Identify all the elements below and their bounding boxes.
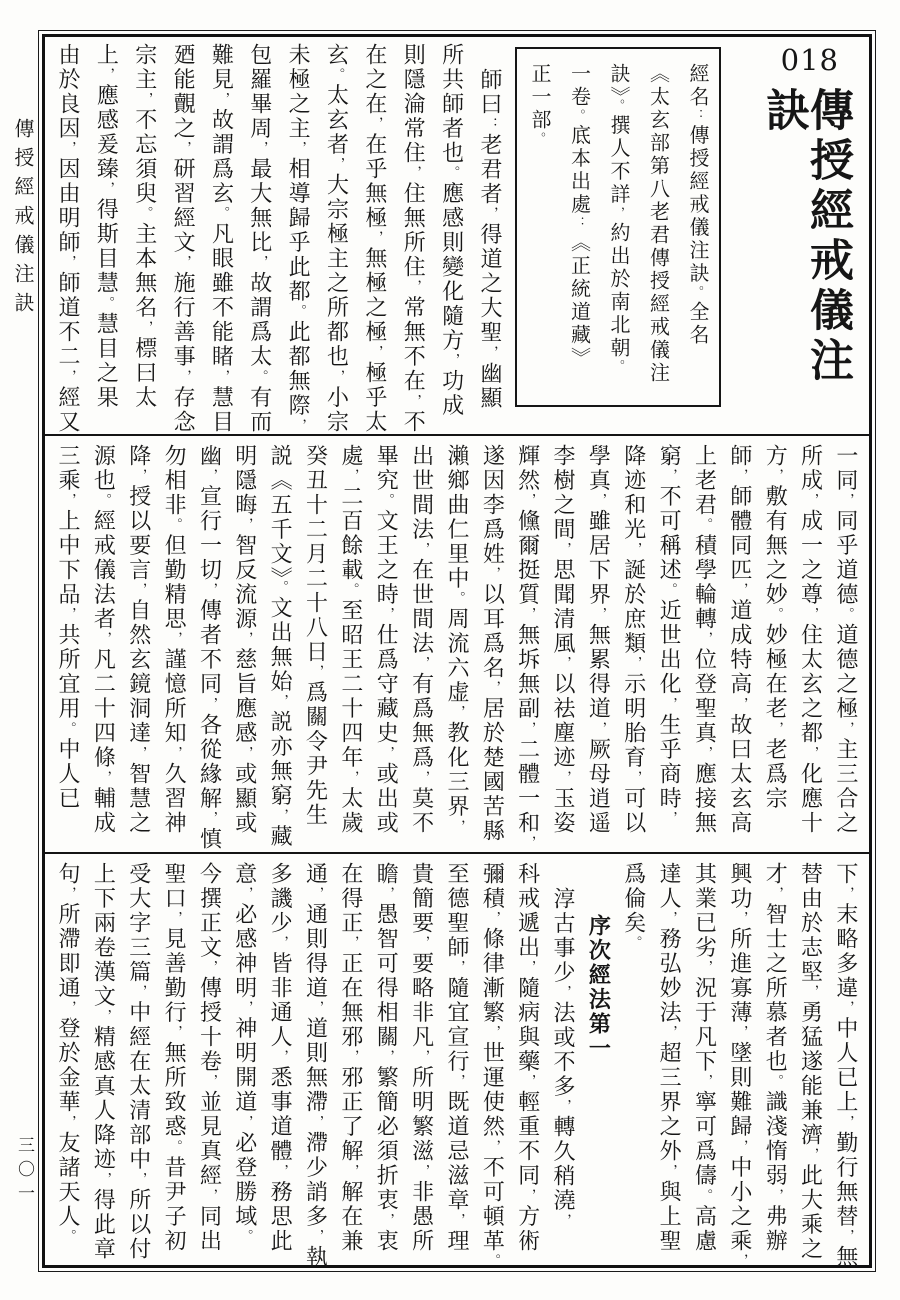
text-column: 出世間法，在世間法，有爲無爲，莫不 bbox=[409, 444, 435, 836]
punctuation: ， bbox=[520, 1188, 536, 1205]
punctuation: 。 bbox=[662, 583, 678, 600]
punctuation: ， bbox=[556, 542, 572, 559]
text-column: 上下兩卷漢文，精感真人降迹，得此章 bbox=[91, 861, 117, 1262]
punctuation: ， bbox=[520, 721, 536, 738]
punctuation: 。 bbox=[532, 132, 546, 148]
punctuation: ， bbox=[406, 165, 422, 182]
punctuation: ， bbox=[626, 656, 642, 673]
punctuation: ， bbox=[379, 1212, 395, 1229]
punctuation: ， bbox=[626, 542, 642, 559]
punctuation: ， bbox=[343, 935, 359, 952]
text-column: 其業已劣，況于凡下，寧可爲儔。高慮 bbox=[692, 861, 718, 1254]
text-column: 處，二百餘載。至昭王二十四年，太歲 bbox=[338, 444, 364, 836]
punctuation: ， bbox=[732, 468, 748, 486]
punctuation: ， bbox=[343, 1163, 359, 1180]
punctuation: ： bbox=[482, 117, 498, 134]
text-band-bottom bbox=[45, 852, 869, 1270]
punctuation: ， bbox=[273, 1049, 289, 1066]
punctuation: ， bbox=[520, 835, 536, 852]
punctuation: ， bbox=[329, 369, 345, 386]
punctuation: 。 bbox=[167, 1139, 183, 1156]
colophon-box-wrap bbox=[515, 43, 721, 434]
punctuation: ， bbox=[520, 493, 536, 510]
punctuation: ， bbox=[176, 369, 192, 386]
punctuation: ， bbox=[202, 959, 218, 977]
text-column: 淳古事少，法或不多，轉久稍澆， bbox=[551, 886, 577, 1230]
text-column: 今撰正文，傳授十卷，並見真經，同出 bbox=[197, 861, 223, 1254]
punctuation: ， bbox=[662, 468, 678, 486]
punctuation: ， bbox=[176, 141, 192, 158]
punctuation: 。 bbox=[697, 1188, 713, 1205]
text-column: 畢究。文王之時，仕爲守藏史，或出或 bbox=[374, 444, 400, 836]
punctuation: ， bbox=[697, 632, 713, 649]
text-column: 意，必感神明，神明開道，必登勝域。 bbox=[232, 861, 258, 1246]
text-column: 明隱晦，智反流源，慈旨應感，或顯或 bbox=[232, 444, 258, 836]
text-column: 聖口，見善勤行，無所致惑。昔尹子初 bbox=[162, 861, 188, 1254]
punctuation: ， bbox=[61, 141, 76, 158]
text-column: 一卷。底本出處：《正統道藏》 bbox=[567, 63, 590, 370]
text-column: 玄。太玄者，大宗極主之所都也，小宗 bbox=[324, 43, 350, 435]
text-column: 方，敷有無之妙。妙極在老，老爲宗 bbox=[763, 444, 789, 812]
punctuation: ， bbox=[414, 770, 430, 787]
punctuation: ， bbox=[343, 1049, 359, 1066]
punctuation: ， bbox=[482, 206, 498, 223]
text-column: 《太玄部第八老君傳授經戒儀注 bbox=[646, 63, 669, 385]
text-column: 通，通則得道，道則無滯，滯少誚多，執 bbox=[303, 861, 329, 1270]
punctuation: ， bbox=[367, 230, 383, 247]
punctuation: ， bbox=[96, 632, 112, 649]
punctuation: ， bbox=[61, 369, 76, 386]
text-column: 降迹和光，誕於庶類，示明胎育，可以 bbox=[621, 444, 647, 836]
text-band-middle bbox=[45, 434, 869, 852]
punctuation: ， bbox=[768, 1188, 784, 1205]
punctuation: ， bbox=[202, 468, 218, 486]
text-column: 一同，同乎道德。道德之極，主三合之 bbox=[833, 444, 859, 836]
punctuation: ， bbox=[406, 279, 422, 296]
punctuation: ， bbox=[343, 468, 359, 486]
punctuation: ， bbox=[237, 1000, 253, 1017]
punctuation: ， bbox=[662, 811, 678, 828]
punctuation: 。 bbox=[697, 517, 713, 535]
text-column: 訣》。撰人不詳，約出於南北朝。 bbox=[607, 63, 629, 376]
punctuation: ， bbox=[214, 92, 230, 109]
text-column: 癸丑十二月二十八日，爲關令尹先生 bbox=[303, 444, 329, 829]
punctuation: ， bbox=[482, 345, 498, 362]
punctuation: 。 bbox=[626, 935, 642, 952]
punctuation: ， bbox=[768, 886, 784, 903]
punctuation: ， bbox=[662, 910, 678, 928]
punctuation: 。 bbox=[343, 583, 359, 600]
text-column: 上，應感爰臻，得斯目慧。慧目之果 bbox=[94, 43, 120, 410]
punctuation: 。 bbox=[449, 591, 465, 608]
section-heading: 序次經法第一 bbox=[586, 913, 612, 1061]
punctuation: ， bbox=[662, 697, 678, 714]
punctuation: ， bbox=[732, 1253, 748, 1270]
volume-number: 018 bbox=[780, 43, 839, 77]
punctuation: ， bbox=[167, 632, 183, 649]
punctuation: ， bbox=[591, 607, 607, 624]
punctuation: 。 bbox=[96, 493, 112, 510]
punctuation: ， bbox=[167, 1025, 183, 1042]
text-column: 達人，務弘妙法，超三界之外，與上聖 bbox=[657, 861, 683, 1254]
punctuation: ， bbox=[379, 607, 395, 624]
punctuation: ， bbox=[591, 493, 607, 510]
punctuation: ， bbox=[379, 1049, 395, 1066]
punctuation: ， bbox=[662, 1163, 678, 1180]
text-column: 所成，成一之尊，住太玄之都，化應十 bbox=[798, 444, 824, 836]
punctuation: ， bbox=[99, 67, 115, 84]
text-column: 多譏少，皆非通人，悉事道體，務思此 bbox=[268, 861, 294, 1254]
punctuation: ， bbox=[131, 583, 147, 600]
punctuation: ， bbox=[61, 607, 76, 624]
text-column: 替由於志堅，勇猛遂能兼濟，此大乘之 bbox=[798, 861, 824, 1262]
punctuation: ， bbox=[626, 770, 642, 787]
punctuation: 。 bbox=[571, 109, 586, 125]
colophon-box bbox=[515, 47, 721, 407]
punctuation: ， bbox=[838, 1228, 854, 1246]
punctuation: 。 bbox=[768, 1074, 784, 1091]
punctuation: ， bbox=[449, 705, 465, 722]
punctuation: ， bbox=[803, 607, 819, 624]
punctuation: ， bbox=[444, 353, 460, 370]
punctuation: ， bbox=[202, 1074, 218, 1091]
punctuation: ， bbox=[485, 1025, 501, 1042]
punctuation: ， bbox=[485, 566, 501, 584]
punctuation: ， bbox=[732, 1139, 748, 1156]
punctuation: ， bbox=[131, 984, 147, 1001]
text-column: 難見，故謂爲玄。凡眼雖不能睹，慧目 bbox=[209, 43, 235, 435]
text-column: 經名：傳授經戒儀注訣。全名 bbox=[686, 63, 708, 347]
punctuation: ， bbox=[273, 935, 289, 952]
text-column: 三乘，上中下品，共所宜用。中人已 bbox=[56, 444, 81, 812]
punctuation: ， bbox=[308, 664, 324, 682]
punctuation: ， bbox=[662, 1025, 678, 1042]
text-columns-top bbox=[53, 43, 515, 434]
punctuation: ， bbox=[803, 1147, 819, 1164]
text-column: 未極之主，相導歸乎此都。此都無際， bbox=[286, 43, 312, 435]
punctuation: ， bbox=[367, 116, 383, 133]
text-column: 受大字三篇，中經在太清部中，所以付 bbox=[126, 861, 152, 1262]
text-column: 才，智士之所慕者也。識淺惰弱，弗辦 bbox=[763, 861, 789, 1254]
punctuation: ， bbox=[273, 694, 289, 711]
punctuation: ， bbox=[329, 157, 345, 174]
punctuation: 。 bbox=[838, 607, 854, 624]
punctuation: ， bbox=[838, 493, 854, 510]
running-title: 傳授經戒儀注訣 bbox=[11, 118, 33, 321]
punctuation: ， bbox=[167, 746, 183, 763]
punctuation: ， bbox=[803, 493, 819, 510]
punctuation: ， bbox=[697, 1074, 713, 1091]
text-column: 瞻，愚智可得相關，繁簡必須折衷，衷 bbox=[374, 861, 400, 1254]
punctuation: ， bbox=[176, 255, 192, 272]
punctuation: ， bbox=[202, 811, 218, 828]
text-column: 宗主，不忘須臾。主本無名，標曰太 bbox=[132, 43, 158, 410]
punctuation: ， bbox=[732, 697, 748, 714]
punctuation: ， bbox=[308, 1000, 324, 1017]
punctuation: 。 bbox=[329, 67, 345, 84]
punctuation: ， bbox=[556, 1099, 572, 1116]
punctuation: ， bbox=[768, 721, 784, 738]
text-column: 幽，宣行一切，傳者不同，各從緣解，慎 bbox=[197, 444, 223, 852]
punctuation: ， bbox=[308, 1114, 324, 1131]
punctuation: ， bbox=[291, 141, 307, 158]
punctuation: 。 bbox=[167, 517, 183, 535]
punctuation: 。 bbox=[273, 580, 289, 597]
punctuation: ， bbox=[61, 886, 76, 903]
page-title: 傳授經戒儀注訣 bbox=[759, 87, 852, 387]
text-column: 降，授以要言，自然玄鏡洞達，智慧之 bbox=[126, 444, 152, 836]
punctuation: ， bbox=[252, 141, 268, 158]
text-column: 包羅畢周，最大無比，故謂爲太。有而 bbox=[247, 43, 273, 435]
punctuation: ， bbox=[697, 746, 713, 763]
punctuation: ， bbox=[591, 721, 607, 738]
page-frame-inner bbox=[42, 34, 872, 1268]
text-column: 正一部。 bbox=[528, 63, 550, 148]
punctuation: ： bbox=[571, 216, 586, 232]
punctuation: ， bbox=[803, 984, 819, 1001]
punctuation: ， bbox=[768, 468, 784, 486]
punctuation: 。 bbox=[137, 206, 153, 223]
punctuation: ， bbox=[367, 344, 383, 361]
punctuation: ， bbox=[556, 656, 572, 673]
text-column: 下，末略多違，中人已上，勤行無替，無 bbox=[833, 861, 859, 1270]
punctuation: 。 bbox=[61, 721, 76, 738]
punctuation: 。 bbox=[485, 1253, 501, 1270]
punctuation: ， bbox=[838, 1114, 854, 1131]
punctuation: ： bbox=[690, 109, 704, 125]
text-column: 科戒遞出，隨病與藥，輕重不同，方術 bbox=[515, 861, 541, 1254]
punctuation: ， bbox=[556, 984, 572, 1002]
punctuation: 。 bbox=[214, 206, 230, 223]
text-column: 師曰：老君者，得道之大聖，幽顯 bbox=[477, 68, 503, 411]
punctuation: ， bbox=[273, 1163, 289, 1180]
punctuation: 。 bbox=[611, 99, 625, 115]
punctuation: ， bbox=[237, 632, 253, 649]
punctuation: ， bbox=[611, 206, 625, 222]
punctuation: ， bbox=[273, 808, 289, 825]
punctuation: ， bbox=[379, 746, 395, 763]
punctuation: ， bbox=[61, 1114, 76, 1131]
punctuation: ， bbox=[96, 1172, 112, 1189]
punctuation: ， bbox=[414, 935, 430, 952]
punctuation: ， bbox=[838, 1000, 854, 1017]
text-column: 學真，雖居下界，無累得道，厥母逍遥 bbox=[586, 444, 612, 836]
text-column: 興功，所進寡薄，墜則難歸，中小之乘， bbox=[727, 861, 753, 1270]
text-column: 輝然，儵爾挺質，無坼無副，二體一和， bbox=[515, 444, 541, 852]
punctuation: ， bbox=[61, 255, 76, 272]
punctuation: ， bbox=[237, 746, 253, 763]
punctuation: ， bbox=[137, 92, 153, 109]
punctuation: ， bbox=[697, 959, 713, 977]
punctuation: ， bbox=[732, 583, 748, 600]
punctuation: ， bbox=[449, 1074, 465, 1091]
punctuation: ， bbox=[291, 418, 307, 435]
punctuation: 。 bbox=[237, 1228, 253, 1246]
punctuation: ， bbox=[237, 886, 253, 903]
punctuation: ， bbox=[485, 1139, 501, 1156]
text-column: 遂因李爲姓，以耳爲名，居於楚國苦縣 bbox=[480, 444, 506, 845]
title-block bbox=[721, 43, 863, 434]
punctuation: 。 bbox=[61, 1228, 76, 1246]
punctuation: ， bbox=[556, 1213, 572, 1230]
punctuation: ， bbox=[96, 1008, 112, 1026]
punctuation: ， bbox=[167, 910, 183, 928]
punctuation: ， bbox=[732, 910, 748, 928]
punctuation: ， bbox=[202, 697, 218, 714]
punctuation: ， bbox=[414, 1163, 430, 1180]
text-column: 至德聖師，隨宜宣行，既道忌滋章，理 bbox=[444, 861, 470, 1254]
punctuation: ， bbox=[406, 393, 422, 410]
punctuation: ， bbox=[343, 770, 359, 787]
punctuation: ， bbox=[556, 770, 572, 787]
punctuation: 。 bbox=[768, 607, 784, 624]
punctuation: 。 bbox=[252, 369, 268, 386]
punctuation: ， bbox=[96, 770, 112, 787]
punctuation: 。 bbox=[291, 304, 307, 321]
text-column: 由於良因，因由明師，師道不二，經又 bbox=[56, 43, 81, 435]
text-column: 在得正，正在無邪，邪正了解，解在兼 bbox=[338, 861, 364, 1254]
text-column: 師，師體同匹，道成特高，故曰太玄高 bbox=[727, 444, 753, 836]
punctuation: ， bbox=[485, 910, 501, 928]
punctuation: ， bbox=[99, 181, 115, 198]
punctuation: ， bbox=[414, 656, 430, 673]
text-band-top bbox=[45, 37, 869, 434]
punctuation: ， bbox=[61, 493, 76, 510]
punctuation: ， bbox=[449, 1212, 465, 1229]
punctuation: ， bbox=[131, 468, 147, 486]
text-column: 源也。經戒儀法者，凡二十四條，輔成 bbox=[91, 444, 117, 836]
punctuation: ， bbox=[838, 721, 854, 738]
page-frame bbox=[38, 30, 876, 1272]
text-column: 説《五千文》。文出無始，説亦無窮，藏 bbox=[268, 444, 294, 850]
page-number: 三〇一 bbox=[15, 1136, 34, 1208]
punctuation: ， bbox=[202, 1188, 218, 1205]
text-column: 爲倫矣。 bbox=[621, 861, 647, 952]
punctuation: ， bbox=[485, 681, 501, 698]
text-column: 李樹之間，思聞清風，以祛塵迹，玉姿 bbox=[551, 444, 577, 836]
punctuation: ， bbox=[237, 1114, 253, 1131]
punctuation: ， bbox=[308, 1228, 324, 1246]
text-column: 句，所滯即通，登於金華，友諸天人。 bbox=[56, 861, 81, 1246]
punctuation: ， bbox=[838, 886, 854, 903]
text-column: 在之在，在乎無極，無極之極，極乎太 bbox=[362, 43, 388, 435]
punctuation: ， bbox=[520, 1074, 536, 1091]
punctuation: ， bbox=[137, 320, 153, 337]
punctuation: 。 bbox=[611, 359, 625, 376]
punctuation: ， bbox=[252, 255, 268, 272]
punctuation: ， bbox=[237, 517, 253, 535]
punctuation: ， bbox=[414, 1049, 430, 1066]
text-column: 廼能覿之，研習經文，施行善事，存念 bbox=[171, 43, 197, 435]
punctuation: ， bbox=[214, 369, 230, 386]
punctuation: ， bbox=[308, 886, 324, 903]
punctuation: 。 bbox=[379, 493, 395, 510]
text-column: 所共師者也。應感則變化隨方，功成 bbox=[439, 43, 465, 419]
punctuation: ， bbox=[449, 819, 465, 836]
punctuation: 。 bbox=[444, 165, 460, 182]
text-column: 瀨鄉曲仁里中。周流六虚，教化三界， bbox=[444, 444, 470, 836]
punctuation: ， bbox=[61, 1000, 76, 1017]
punctuation: ， bbox=[520, 607, 536, 624]
punctuation: ， bbox=[520, 959, 536, 977]
punctuation: ， bbox=[131, 746, 147, 763]
text-column: 貴簡要，要略非凡，所明繁滋，非愚所 bbox=[409, 861, 435, 1254]
punctuation: 。 bbox=[690, 285, 704, 301]
punctuation: 。 bbox=[99, 295, 115, 312]
text-column: 則隱淪常住，住無所住，常無不在，不 bbox=[401, 43, 427, 435]
punctuation: ， bbox=[202, 583, 218, 600]
text-column: 彌積，條律漸繁，世運使然，不可頓革。 bbox=[480, 861, 506, 1270]
text-column: 勿相非。但勤精思，謹憶所知，久習神 bbox=[162, 444, 188, 836]
punctuation: ， bbox=[732, 1025, 748, 1042]
punctuation: ， bbox=[379, 886, 395, 903]
punctuation: ， bbox=[803, 746, 819, 763]
punctuation: ， bbox=[449, 959, 465, 977]
text-column: 上老君。積學輪轉，位登聖真，應接無 bbox=[692, 444, 718, 836]
punctuation: ， bbox=[131, 1172, 147, 1189]
text-column: 窮，不可稱述。近世出化，生乎商時， bbox=[657, 444, 683, 828]
punctuation: ， bbox=[414, 542, 430, 559]
